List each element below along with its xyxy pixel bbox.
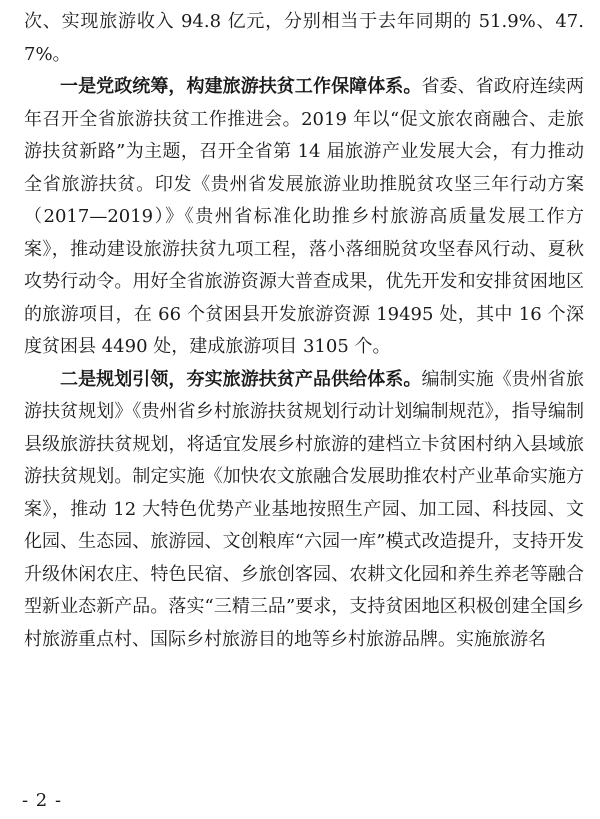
paragraph-2 <box>24 71 584 364</box>
paragraph-2-lead: 一是党政统筹，构建旅游扶贫工作保障体系。 <box>60 76 422 97</box>
paragraph-1 <box>24 6 584 71</box>
page-number: - 2 - <box>22 790 63 811</box>
paragraph-3 <box>24 364 584 657</box>
paragraph-2-text: 省委、省政府连续两年召开全省旅游扶贫工作推进会。2019 年以“促文旅农商融合、走旅游扶贫新路”为主题，召开全省第 14 届旅游产业发展大会，有力推动全省旅游扶贫。印发《贵州省发展旅游业助推脱贫攻坚三年行动方案（2017—2019）》《贵州省标准化助推乡村旅游高质量发展工作方案》，推动建设旅游扶贫九项工程，落小落细脱贫攻坚春风行动、夏秋攻势行动令。用好全省旅游资源大普查成果，优先开发和安排贫困地区的旅游项目，在 66 个贫困县开发旅游资源 19495 处，其中 16 个深度贫困县 4490 处，建成旅游项目 3105 个。 <box>24 76 585 357</box>
body-text <box>24 6 584 656</box>
paragraph-1-text: 次、实现旅游收入 94.8 亿元，分别相当于去年同期的 51.9%、47.7%。 <box>24 11 584 65</box>
paragraph-3-lead: 二是规划引领，夯实旅游扶贫产品供给体系。 <box>60 368 422 390</box>
paragraph-3-text: 编制实施《贵州省旅游扶贫规划》《贵州省乡村旅游扶贫规划行动计划编制规范》，指导编制县级旅游扶贫规划，将适宜发展乡村旅游的建档立卡贫困村纳入县域旅游扶贫规划。制定实施《加快农文旅融合发展助推农村产业革命实施方案》，推动 12 大特色优势产业基地按照生产园、加工园、科技园、文化园、生态园、旅游园、文创粮库“六园一库”模式改造提升，支持开发升级休闲农庄、特色民宿、乡旅创客园、农耕文化园和养生养老等融合型新业态新产品。落实“三精三品”要求，支持贫困地区积极创建全国乡村旅游重点村、国际乡村旅游目的地等乡村旅游品牌。实施旅游名 <box>24 368 585 650</box>
